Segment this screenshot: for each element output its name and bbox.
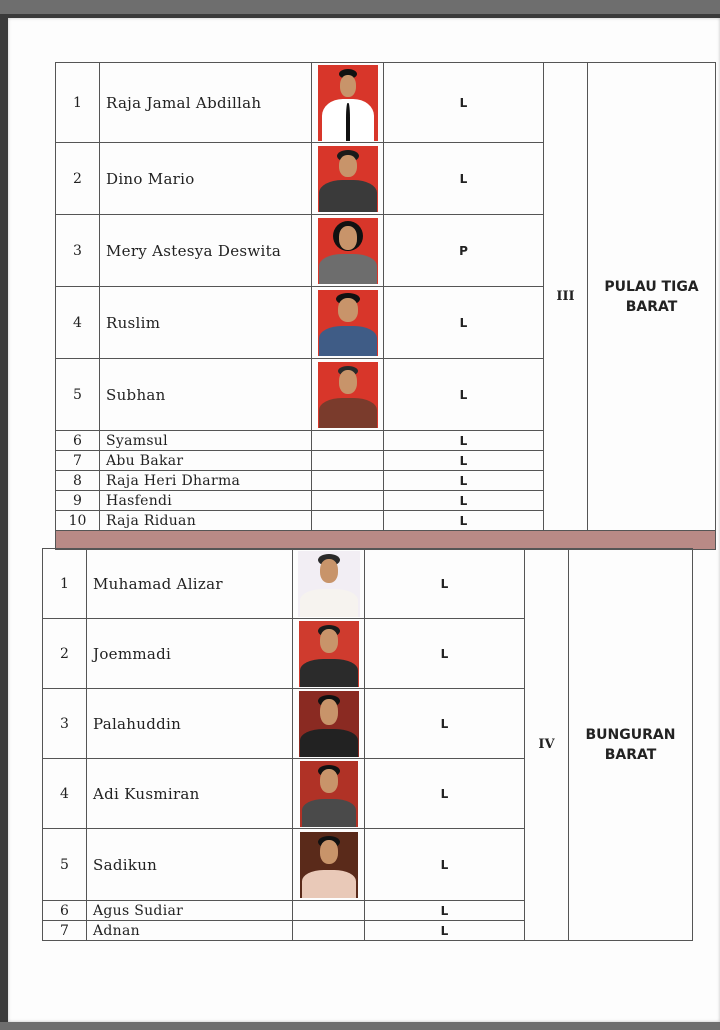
participant-photo — [293, 619, 365, 689]
table-row — [43, 549, 693, 619]
participant-name: Muhamad Alizar — [87, 549, 293, 619]
gender-code: L — [365, 921, 525, 941]
participant-name: Agus Sudiar — [87, 901, 293, 921]
region-number: IV — [525, 549, 569, 941]
participant-photo — [312, 143, 384, 215]
participants-table-section-3 — [55, 62, 716, 550]
table-row — [56, 63, 716, 143]
participant-name: Joemmadi — [87, 619, 293, 689]
participant-name: Raja Heri Dharma — [100, 471, 312, 491]
participant-photo — [312, 215, 384, 287]
row-number: 9 — [56, 491, 100, 511]
participant-photo — [312, 287, 384, 359]
participant-photo — [293, 549, 365, 619]
row-number: 6 — [43, 901, 87, 921]
row-number: 1 — [56, 63, 100, 143]
participant-name: Mery Astesya Deswita — [100, 215, 312, 287]
participant-photo — [293, 689, 365, 759]
participant-name: Raja Riduan — [100, 511, 312, 531]
gender-code: L — [384, 143, 544, 215]
region-number: III — [544, 63, 588, 531]
row-number: 7 — [56, 451, 100, 471]
gender-code: L — [384, 471, 544, 491]
row-number: 3 — [56, 215, 100, 287]
gender-code: L — [365, 549, 525, 619]
viewer-bottom-bar — [0, 1022, 720, 1030]
region-name — [588, 63, 716, 531]
empty-photo-cell — [293, 921, 365, 941]
gender-code: L — [384, 431, 544, 451]
row-number: 3 — [43, 689, 87, 759]
section-separator — [56, 531, 716, 550]
participant-photo — [312, 63, 384, 143]
participant-name: Ruslim — [100, 287, 312, 359]
participant-name: Adi Kusmiran — [87, 759, 293, 829]
gender-code: L — [384, 359, 544, 431]
gender-code: L — [365, 689, 525, 759]
gender-code: L — [384, 63, 544, 143]
empty-photo-cell — [312, 511, 384, 531]
participant-name: Palahuddin — [87, 689, 293, 759]
viewer-top-bar — [0, 0, 720, 14]
gender-code: L — [384, 511, 544, 531]
participant-name: Syamsul — [100, 431, 312, 451]
region-name-line-1: BUNGURAN — [585, 726, 676, 743]
participant-name: Subhan — [100, 359, 312, 431]
gender-code: L — [365, 901, 525, 921]
gender-code: L — [384, 451, 544, 471]
row-number: 1 — [43, 549, 87, 619]
row-number: 8 — [56, 471, 100, 491]
participant-name: Sadikun — [87, 829, 293, 901]
gender-code: L — [384, 491, 544, 511]
participant-photo — [293, 759, 365, 829]
row-number: 5 — [43, 829, 87, 901]
empty-photo-cell — [293, 901, 365, 921]
empty-photo-cell — [312, 491, 384, 511]
row-number: 6 — [56, 431, 100, 451]
row-number: 2 — [56, 143, 100, 215]
participant-name: Dino Mario — [100, 143, 312, 215]
gender-code: L — [365, 829, 525, 901]
participant-name: Raja Jamal Abdillah — [100, 63, 312, 143]
empty-photo-cell — [312, 471, 384, 491]
row-number: 4 — [56, 287, 100, 359]
participant-name: Adnan — [87, 921, 293, 941]
gender-code: L — [365, 619, 525, 689]
participants-table-section-4 — [42, 548, 693, 941]
participant-name: Abu Bakar — [100, 451, 312, 471]
gender-code: L — [365, 759, 525, 829]
row-number: 7 — [43, 921, 87, 941]
row-number: 2 — [43, 619, 87, 689]
gender-code: P — [384, 215, 544, 287]
row-number: 4 — [43, 759, 87, 829]
region-name-line-2: BARAT — [604, 746, 657, 763]
gender-code: L — [384, 287, 544, 359]
participant-photo — [293, 829, 365, 901]
empty-photo-cell — [312, 431, 384, 451]
row-number: 10 — [56, 511, 100, 531]
empty-photo-cell — [312, 451, 384, 471]
participant-name: Hasfendi — [100, 491, 312, 511]
region-name-line-1: PULAU TIGA — [604, 278, 699, 295]
region-name — [569, 549, 693, 941]
row-number: 5 — [56, 359, 100, 431]
region-name-line-2: BARAT — [625, 298, 678, 315]
participant-photo — [312, 359, 384, 431]
